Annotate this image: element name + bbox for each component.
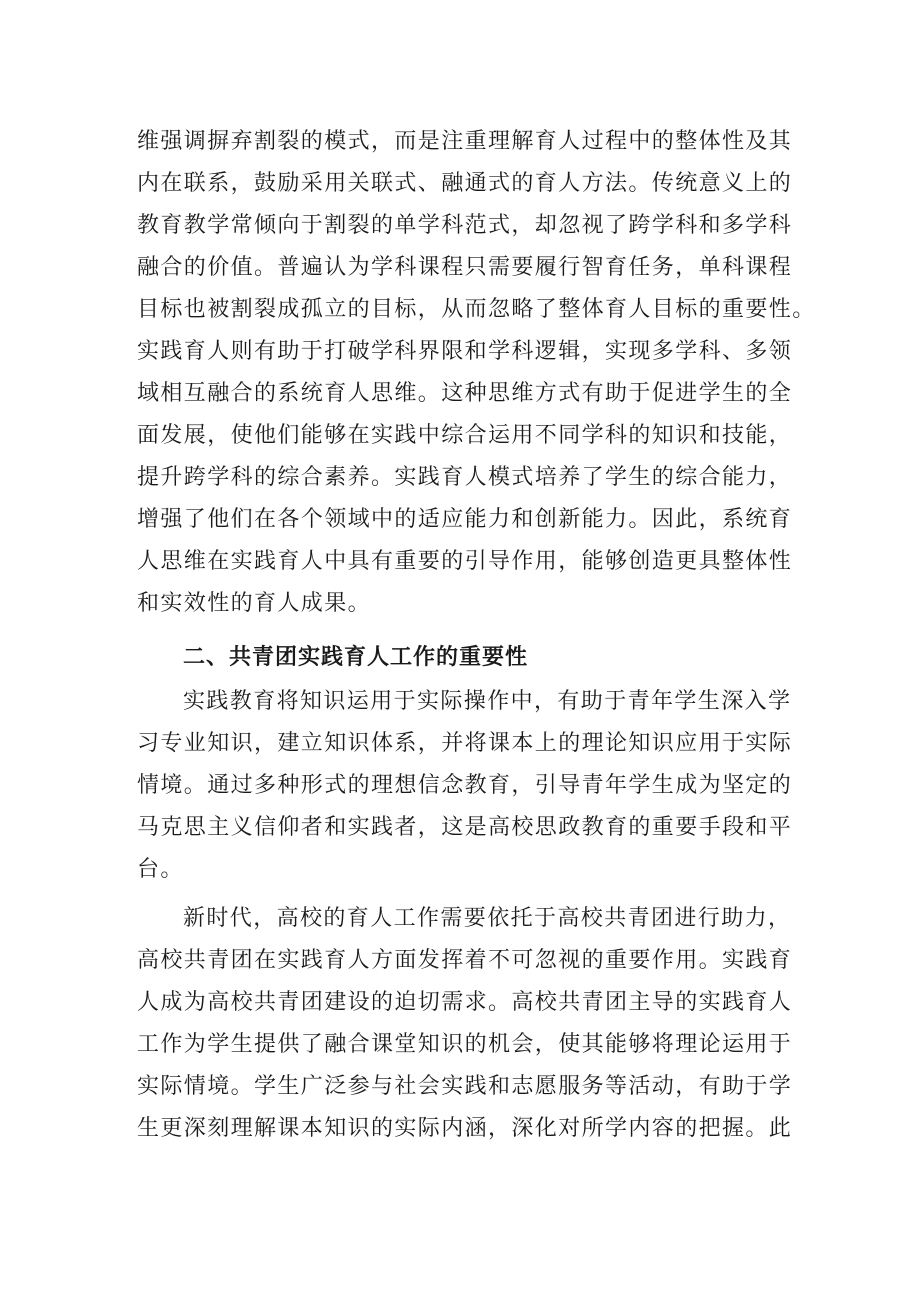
paragraph-line: 实践育人则有助于打破学科界限和学科逻辑，实现多学科、多领 [137,339,793,364]
paragraph-line: 生更深刻理解课本知识的实际内涵，深化对所学内容的把握。此 [137,1116,793,1141]
paragraph-line: 人思维在实践育人中具有重要的引导作用，能够创造更具整体性 [137,549,793,574]
document-body [137,0,827,1301]
paragraph-line: 域相互融合的系统育人思维。这种思维方式有助于促进学生的全 [137,381,793,406]
paragraph-line: 情境。通过多种形式的理想信念教育，引导青年学生成为坚定的 [137,773,793,798]
paragraph-line: 新时代，高校的育人工作需要依托于高校共青团进行助力， [183,906,792,931]
paragraph-line: 实际情境。学生广泛参与社会实践和志愿服务等活动，有助于学 [137,1074,793,1099]
paragraph-line: 目标也被割裂成孤立的目标，从而忽略了整体育人目标的重要性。 [137,297,816,322]
paragraph-line: 融合的价值。普遍认为学科课程只需要履行智育任务，单科课程 [137,255,793,280]
paragraph-line: 增强了他们在各个领域中的适应能力和创新能力。因此，系统育 [137,507,793,532]
paragraph-line: 高校共青团在实践育人方面发挥着不可忽视的重要作用。实践育 [137,948,793,973]
paragraph-line: 面发展，使他们能够在实践中综合运用不同学科的知识和技能， [137,423,793,448]
paragraph-line: 台。 [137,857,184,882]
paragraph-line: 习专业知识，建立知识体系，并将课本上的理论知识应用于实际 [137,731,793,756]
section-heading: 二、共青团实践育人工作的重要性 [183,645,529,670]
paragraph-line: 教育教学常倾向于割裂的单学科范式，却忽视了跨学科和多学科 [137,213,793,238]
paragraph-line: 实践教育将知识运用于实际操作中，有助于青年学生深入学 [183,689,792,714]
paragraph-line: 工作为学生提供了融合课堂知识的机会，使其能够将理论运用于 [137,1032,793,1057]
paragraph-line: 提升跨学科的综合素养。实践育人模式培养了学生的综合能力， [137,465,793,490]
paragraph-line: 内在联系，鼓励采用关联式、融通式的育人方法。传统意义上的 [137,171,793,196]
paragraph-line: 人成为高校共青团建设的迫切需求。高校共青团主导的实践育人 [137,990,793,1015]
paragraph-line: 维强调摒弃割裂的模式，而是注重理解育人过程中的整体性及其 [137,129,793,154]
paragraph-line: 马克思主义信仰者和实践者，这是高校思政教育的重要手段和平 [137,815,793,840]
paragraph-line: 和实效性的育人成果。 [137,591,372,616]
